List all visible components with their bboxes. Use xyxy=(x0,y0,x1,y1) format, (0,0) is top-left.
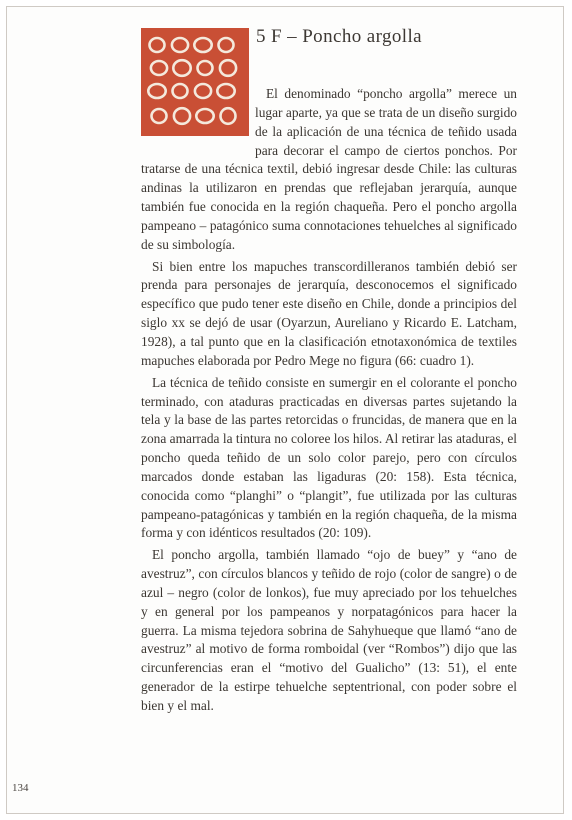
paragraph-1: El denominado “poncho argolla” merece un lugar aparte, ya que se trata de un diseño surgido de la aplicación de una técnica de teñido usada para decorar el campo de ciertos ponchos. Por tratarse de una técnica textil, debió ingresar desde Chile: las culturas andinas la utilizaron en prendas que reflejaban jerarquía, aunque también fue conocida en la región chaqueña. Pero el poncho argolla pampeano – patagónico suma connotaciones tehuelches al significado de su simbología. xyxy=(141,86,517,252)
section-title: 5 F – Poncho argolla xyxy=(256,26,422,47)
paragraph-3: La técnica de teñido consiste en sumergir en el colorante el poncho terminado, con ataduras practicadas en diversas partes sujetando la tela y la base de las partes retorcidas o fruncidas, de manera que en la zona amarrada la tintura no coloree los hilos. Al retirar las ataduras, el poncho queda teñido de un solo color parejo, pero con círculos marcados donde estaban las ligaduras (20: 158). Esta técnica, conocida como “planghi” o “plangit”, fue utilizada por las culturas pampeano-patagónicas y también en la región chaqueña, de la misma forma y con idénticos resultados (20: 109). xyxy=(141,374,517,541)
paragraph-4: El poncho argolla, también llamado “ojo de buey” y “ano de avestruz”, con círculos blancos y teñido de rojo (color de sangre) o de azul – negro (color de lonkos), fue muy apreciado por los tehuelches y en general por los pampeanos y norpatagónicos para hacer la guerra. La misma tejedora sobrina de Sahyhueque que llamó “ano de avestruz” al motivo de forma romboidal (ver “Rombos”) dijo que las circunferencias eran el “motivo del Gualicho” (13: 51), el ente generador de la estirpe tehuelche septentrional, con poder sobre el bien y el mal. xyxy=(141,547,517,713)
image-float-spacer xyxy=(141,85,255,149)
article-body xyxy=(141,85,517,719)
page-number: 134 xyxy=(12,782,29,794)
paragraph-2: Si bien entre los mapuches transcordilleranos también debió ser prenda para personajes de jerarquía, desconocemos el significado específico que pudo tener este diseño en Chile, donde a principios del siglo xx se dejó de usar (Oyarzun, Aureliano y Ricardo E. Latcham, 1928), a tal punto que en la clasificación etnotaxonómica de textiles mapuches elaborada por Pedro Mege no figura (66: cuadro 1). xyxy=(141,258,517,368)
